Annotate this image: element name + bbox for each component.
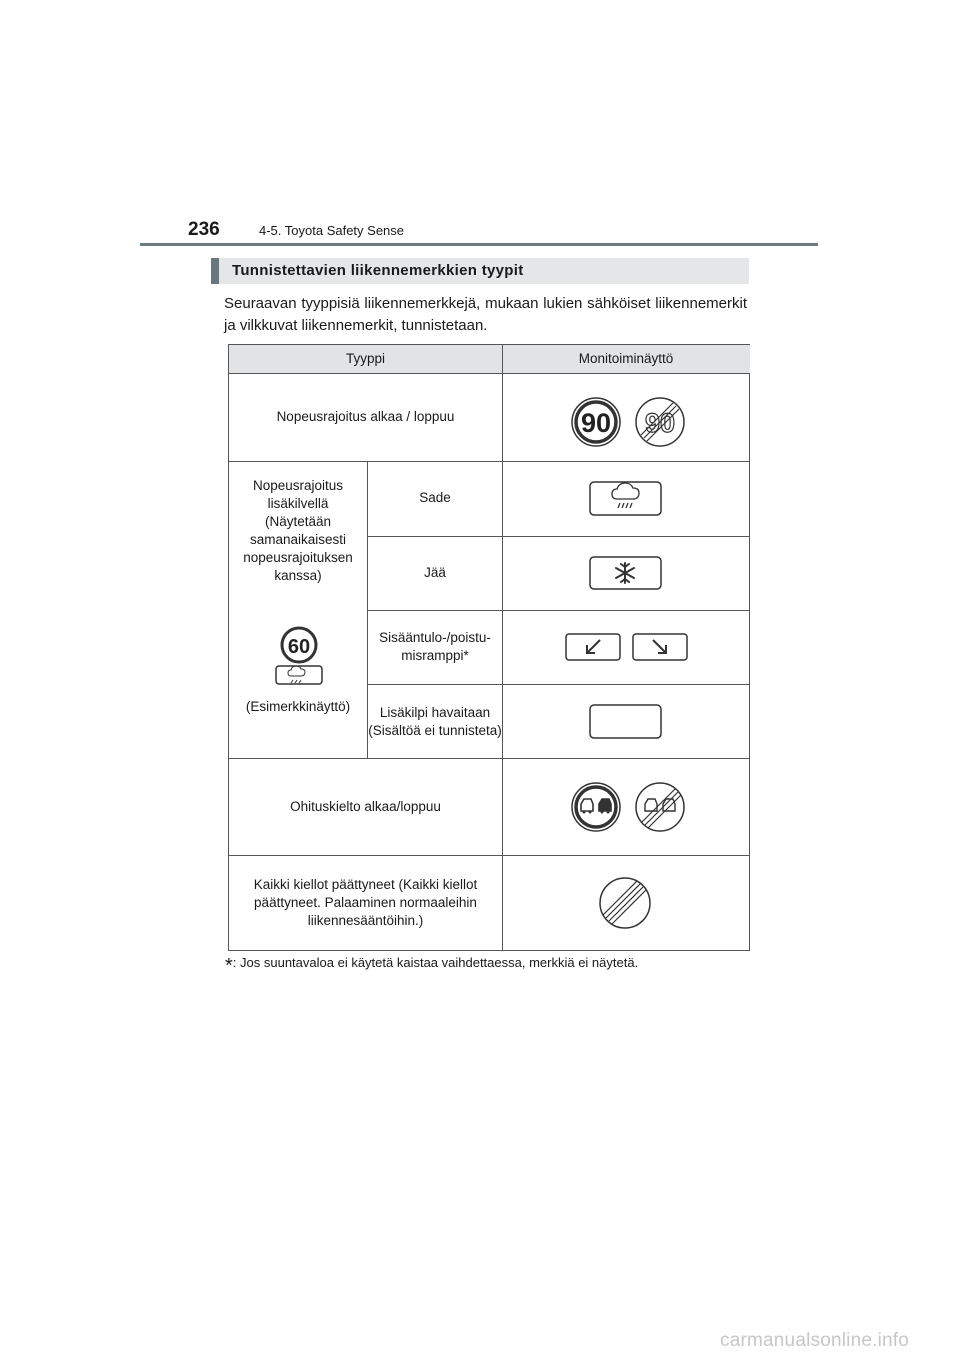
sign-types-table bbox=[228, 344, 750, 951]
header-rule bbox=[140, 243, 818, 246]
speed-limit-start-sign bbox=[572, 398, 620, 446]
speed-start-value: 90 bbox=[580, 408, 612, 438]
no-overtaking-signs bbox=[503, 759, 749, 855]
footnote-marker: * bbox=[225, 955, 233, 977]
rain-icon bbox=[503, 462, 749, 536]
example-display-icon bbox=[269, 625, 329, 685]
header-display: Monitoiminäyttö bbox=[502, 345, 750, 373]
blank-plate-icon bbox=[503, 685, 749, 758]
snowflake-icon bbox=[503, 537, 749, 610]
ramp-entry-arrow-icon bbox=[566, 634, 620, 660]
row-no-overtaking-label: Ohituskielto alkaa/loppuu bbox=[290, 799, 441, 814]
no-overtaking-end-sign bbox=[636, 783, 684, 831]
header-type: Tyyppi bbox=[229, 345, 502, 373]
speed-limit-end-sign bbox=[636, 398, 684, 446]
row-plate-detected-label: Lisäkilpi havaitaan (Sisältöä ei tunnisteta) bbox=[368, 705, 502, 738]
supplementary-group-label: Nopeusrajoitus lisäkilvellä (Näytetään samanaikaisesti nopeusrajoituksen kanssa) bbox=[243, 478, 353, 583]
no-overtaking-start-sign bbox=[572, 783, 620, 831]
row-rain-label: Sade bbox=[419, 490, 451, 505]
footnote bbox=[225, 955, 638, 978]
end-of-restrictions-sign bbox=[503, 856, 749, 950]
example-display-label: (Esimerkkinäyttö) bbox=[245, 699, 351, 714]
intro-paragraph: Seuraavan tyyppisiä liikennemerkkejä, mukaan lukien sähköiset liikennemerkit ja vilkkuvat liikennemerkit, tunnistetaan. bbox=[224, 295, 747, 334]
speed-end-value: 90 bbox=[644, 408, 676, 438]
watermark: carmanualsonline.info bbox=[720, 1330, 910, 1351]
footnote-text: : Jos suuntavaloa ei käytetä kaistaa vaihdettaessa, merkkiä ei näytetä. bbox=[232, 955, 639, 970]
ramp-exit-arrow-icon bbox=[633, 634, 687, 660]
ramp-icons bbox=[503, 611, 749, 684]
row-all-restrictions-label: Kaikki kiellot päättyneet (Kaikki kiellot päättyneet. Palaaminen normaaleihin liikennesääntöihin.) bbox=[253, 877, 478, 928]
page-number: 236 bbox=[188, 219, 220, 240]
section-heading-bar bbox=[211, 258, 749, 284]
example-speed-value: 60 bbox=[287, 636, 311, 658]
row-ice-label: Jää bbox=[424, 565, 446, 580]
section-title: Tunnistettavien liikennemerkkien tyypit bbox=[232, 262, 524, 279]
row-ramp-label: Sisääntulo-/poistumisramppi* bbox=[379, 630, 491, 663]
chapter-title: 4-5. Toyota Safety Sense bbox=[259, 223, 405, 238]
row-speed-limit-label: Nopeusrajoitus alkaa / loppuu bbox=[276, 409, 455, 424]
speed-limit-signs bbox=[503, 374, 749, 461]
